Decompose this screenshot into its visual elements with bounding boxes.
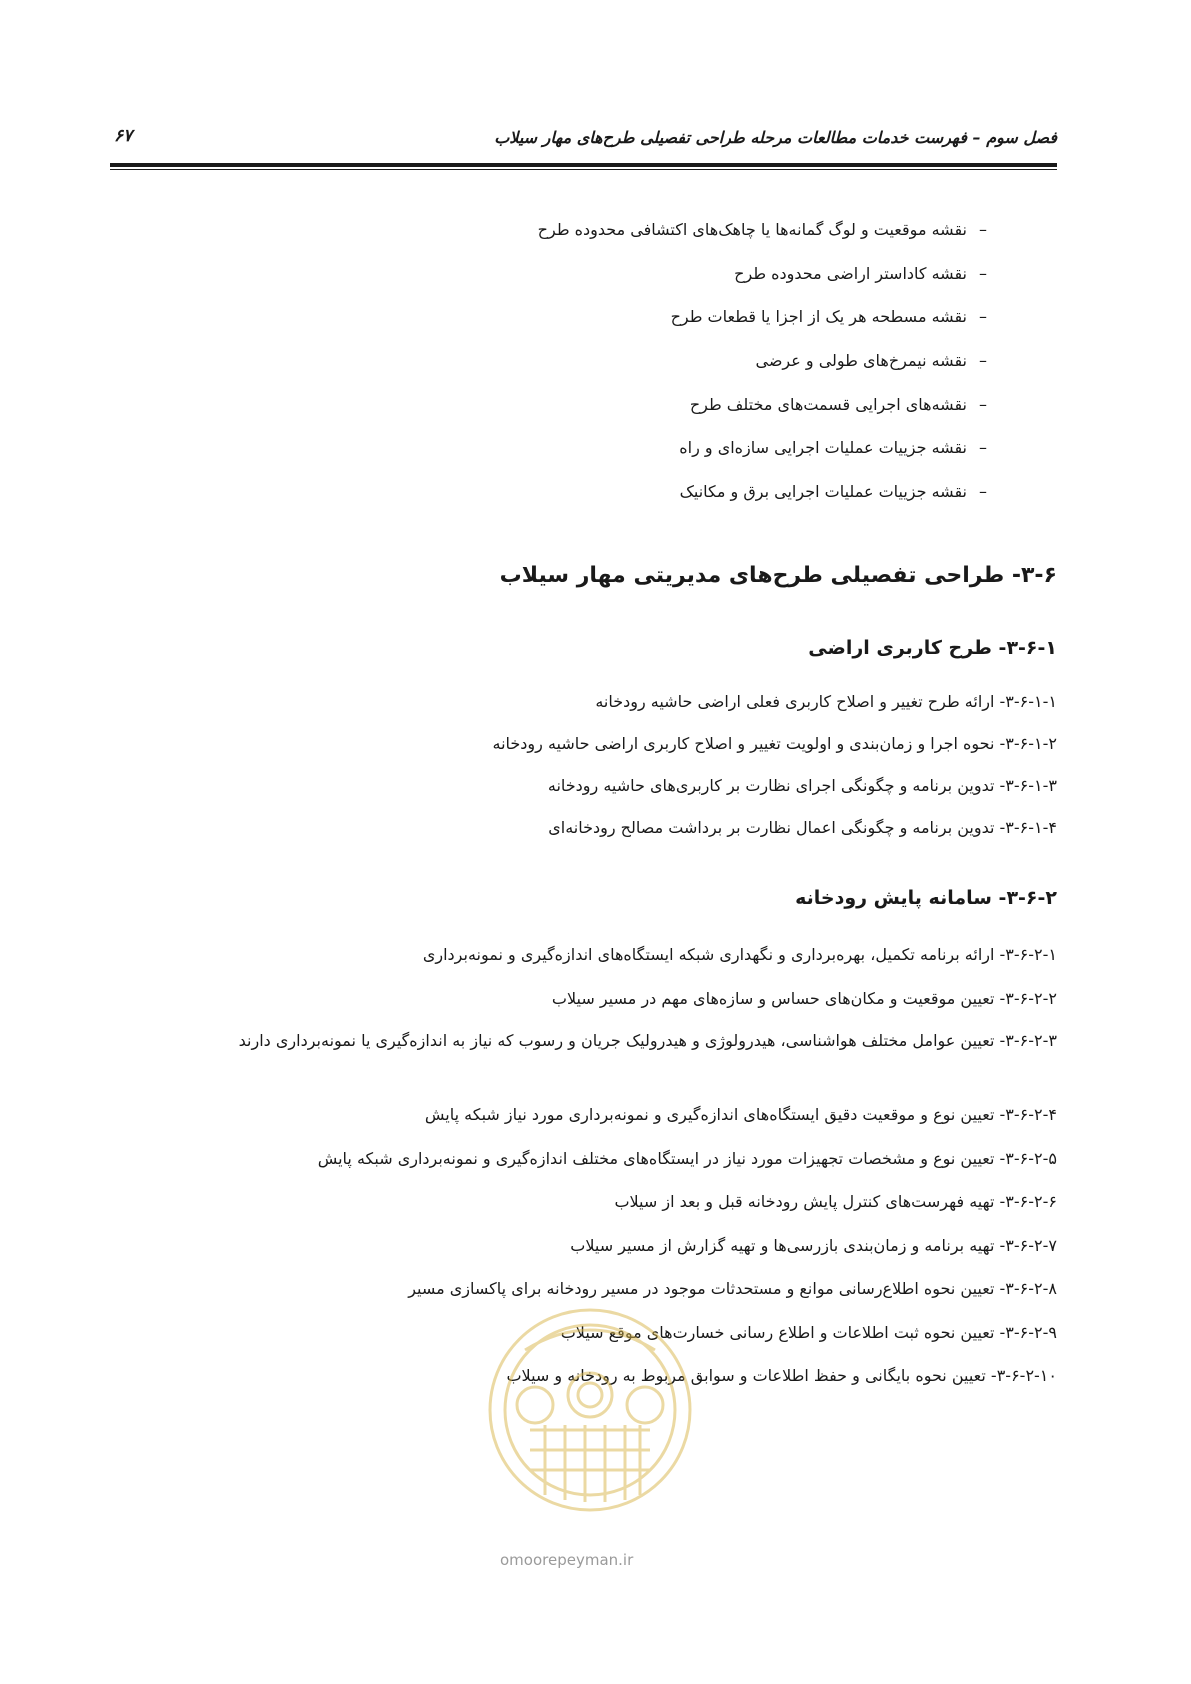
list-item: ۳-۶-۲-۱۰- تعیین نحوه بایگانی و حفظ اطلاعات و سوابق مربوط به رودخانه و سیلاب <box>506 1366 1057 1385</box>
list-item-text: نقشه مسطحه هر یک از اجزا یا قطعات طرح <box>670 307 967 327</box>
list-item: ۳-۶-۱-۴- تدوین برنامه و چگونگی اعمال نظارت بر برداشت مصالح رودخانه‌ای <box>548 818 1057 837</box>
list-item-text: نقشه‌های اجرایی قسمت‌های مختلف طرح <box>689 394 967 414</box>
bullet-dash: – <box>979 394 987 414</box>
list-item: ۳-۶-۲-۹- تعیین نحوه ثبت اطلاعات و اطلاع رسانی خسارت‌های موقع سیلاب <box>560 1322 1057 1342</box>
header-rule-thick <box>110 163 1057 167</box>
list-item <box>538 264 999 308</box>
list-item <box>538 395 999 439</box>
bullet-dash: – <box>979 351 987 371</box>
list-item: ۳-۶-۲-۳- تعیین عوامل مختلف هواشناسی، هیدرولوژی و هیدرولیک جریان و رسوب که نیاز به اندازه‌گیری یا نمونه‌برداری دارند <box>238 1031 1057 1050</box>
list-item-text: نقشه موقعیت و لوگ گمانه‌ها یا چاهک‌های اکتشافی محدوده طرح <box>537 220 967 239</box>
drawing-list <box>538 220 999 526</box>
watermark-logo <box>485 1290 695 1560</box>
bullet-dash: – <box>979 307 987 327</box>
list-item: ۳-۶-۲-۶- تهیه فهرست‌های کنترل پایش رودخانه قبل و بعد از سیلاب <box>614 1192 1057 1211</box>
list-item: ۳-۶-۲-۸- تعیین نحوه اطلاع‌رسانی موانع و مستحدثات موجود در مسیر رودخانه برای پاکسازی مسیر <box>408 1279 1057 1298</box>
list-item: ۳-۶-۲-۷- تهیه برنامه و زمان‌بندی بازرسی‌ها و تهیه گزارش از مسیر سیلاب <box>570 1235 1057 1255</box>
list-item <box>538 307 999 351</box>
page-number: ۶۷ <box>114 126 133 146</box>
list-item: ۳-۶-۱-۲- نحوه اجرا و زمان‌بندی و اولویت تغییر و اصلاح کاربری اراضی حاشیه رودخانه <box>492 734 1057 753</box>
list-item-text: نقشه نیمرخ‌های طولی و عرضی <box>755 351 967 371</box>
header-rule-thin <box>110 169 1057 170</box>
list-item: ۳-۶-۲-۲- تعیین موقعیت و مکان‌های حساس و سازه‌های مهم در مسیر سیلاب <box>551 988 1057 1008</box>
land-use-items <box>493 692 1058 860</box>
list-item <box>538 482 999 526</box>
list-item-text: نقشه کاداستر اراضی محدوده طرح <box>734 263 967 283</box>
subsection-heading-land-use: ۳-۶-۱- طرح کاربری اراضی <box>808 637 1057 659</box>
bullet-dash: – <box>979 482 987 502</box>
list-item: ۳-۶-۱-۱- ارائه طرح تغییر و اصلاح کاربری فعلی اراضی حاشیه رودخانه <box>595 692 1057 711</box>
list-item <box>538 351 999 395</box>
list-item <box>538 438 999 482</box>
running-header-title: فصل سوم – فهرست خدمات مطالعات مرحله طراحی تفصیلی طرح‌های مهار سیلاب <box>494 128 1057 147</box>
bullet-dash: – <box>979 263 987 283</box>
subsection-heading-river-monitoring: ۳-۶-۲- سامانه پایش رودخانه <box>795 887 1057 909</box>
list-item <box>538 220 999 264</box>
list-item: ۳-۶-۲-۴- تعیین نوع و موقعیت دقیق ایستگاه‌های اندازه‌گیری و نمونه‌برداری مورد نیاز شبکه پایش <box>424 1105 1057 1124</box>
list-item: ۳-۶-۱-۳- تدوین برنامه و چگونگی اجرای نظارت بر کاربری‌های حاشیه رودخانه <box>547 776 1057 795</box>
watermark-url: omoorepeyman.ir <box>500 1551 634 1569</box>
bullet-dash: – <box>979 220 987 239</box>
section-heading: ۳-۶- طراحی تفصیلی طرح‌های مدیریتی مهار سیلاب <box>499 563 1057 588</box>
list-item-text: نقشه جزییات عملیات اجرایی سازه‌ای و راه <box>679 438 967 458</box>
bullet-dash: – <box>979 438 987 458</box>
list-item-text: نقشه جزییات عملیات اجرایی برق و مکانیک <box>679 482 967 502</box>
list-item: ۳-۶-۲-۱- ارائه برنامه تکمیل، بهره‌برداری و نگهداری شبکه ایستگاه‌های اندازه‌گیری و نمونه‌برداری <box>422 945 1057 964</box>
list-item: ۳-۶-۲-۵- تعیین نوع و مشخصات تجهیزات مورد نیاز در ایستگاه‌های مختلف اندازه‌گیری و نمونه‌برداری شبکه پایش <box>317 1148 1057 1168</box>
